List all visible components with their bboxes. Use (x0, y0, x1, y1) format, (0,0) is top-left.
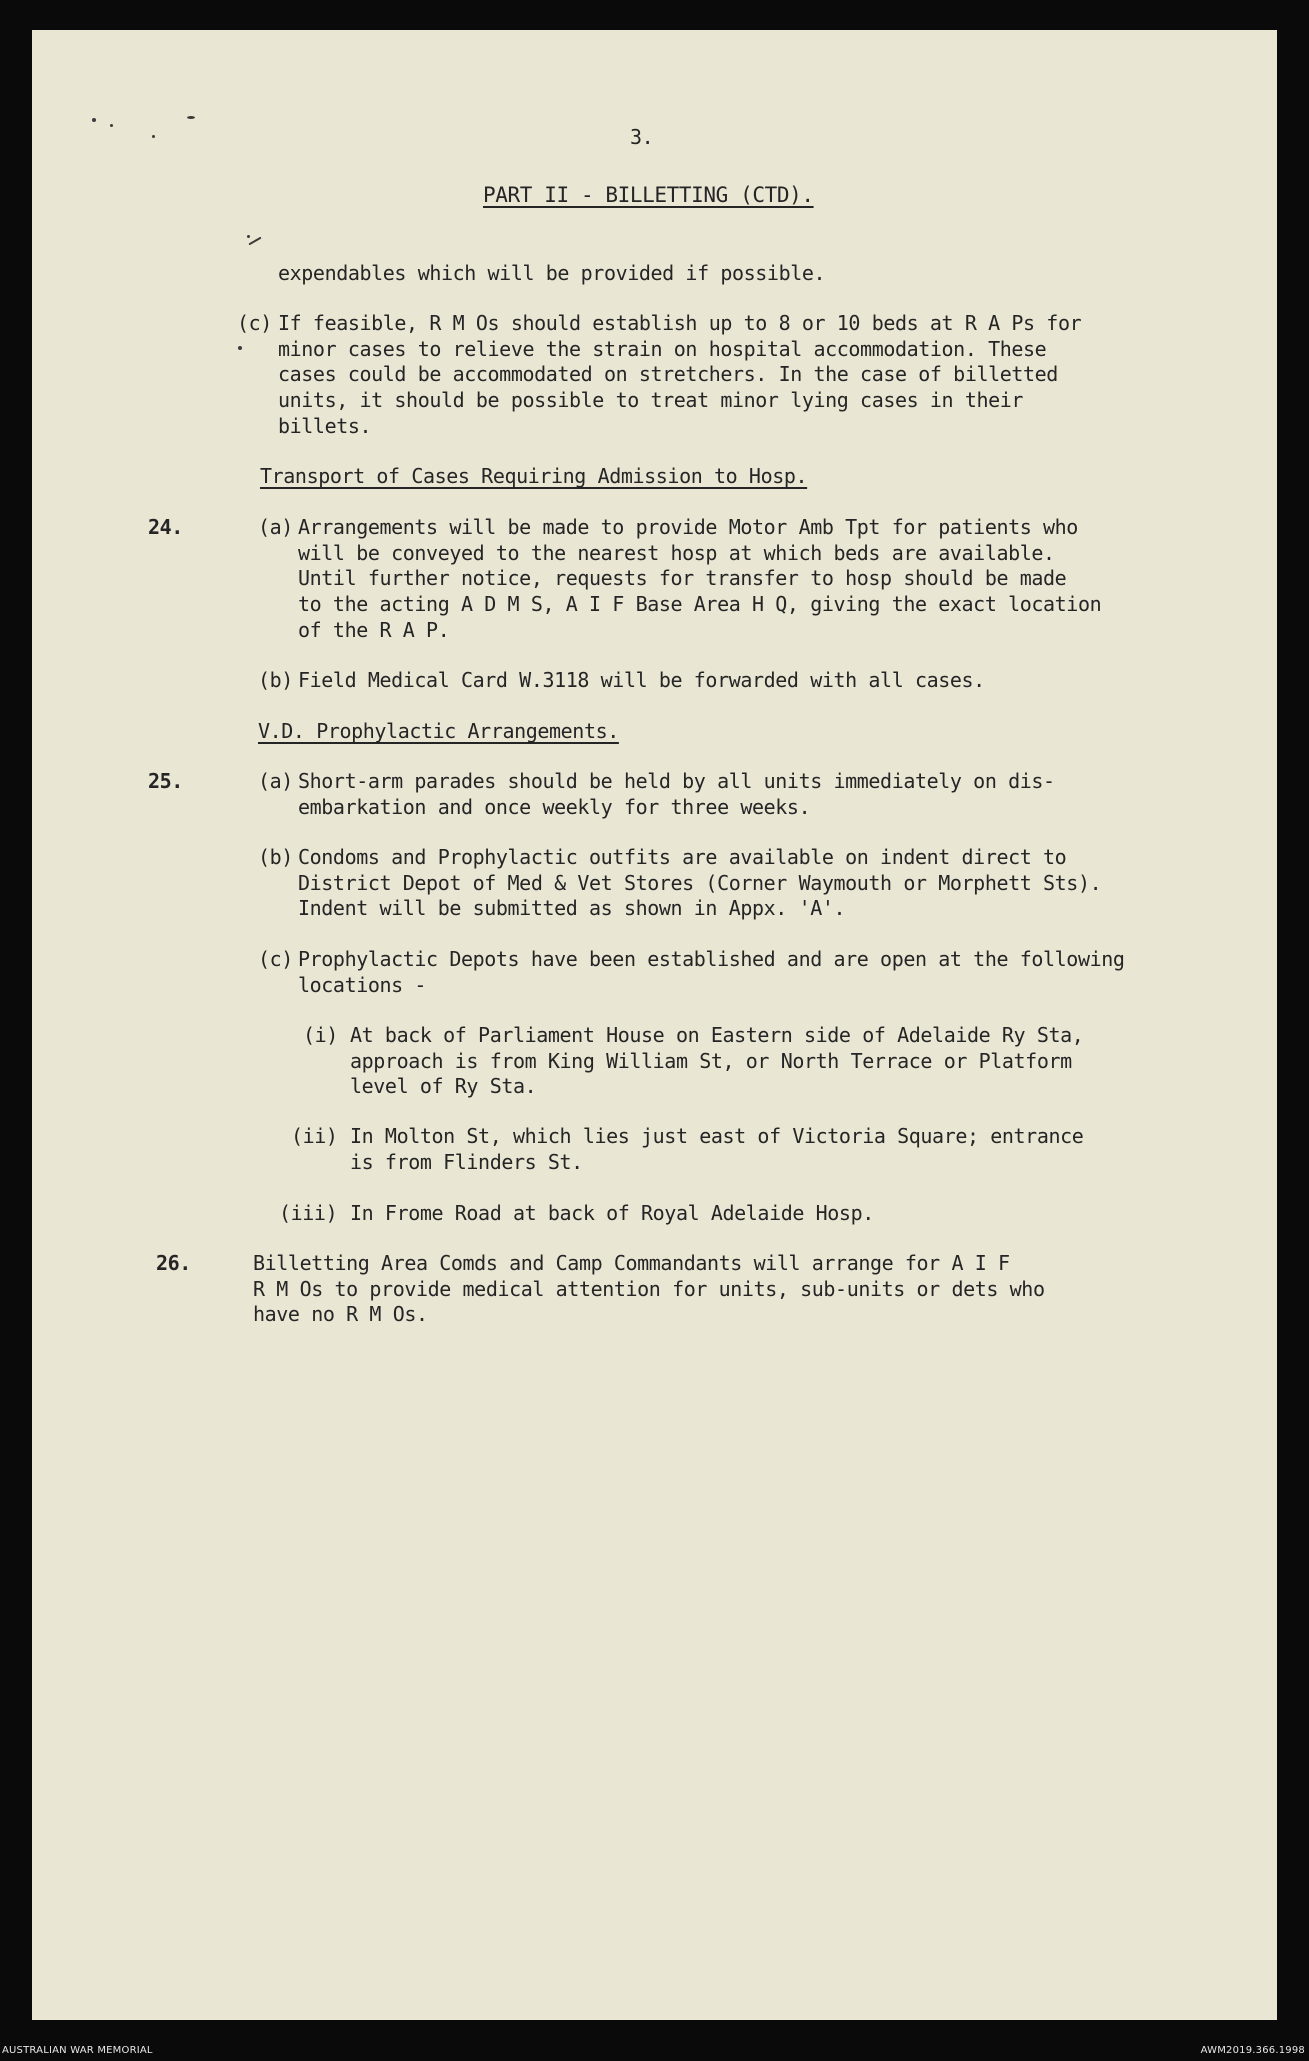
page-heading: PART II - BILLETTING (CTD). (483, 183, 814, 207)
document-page (32, 30, 1277, 2020)
ink-speck (92, 118, 96, 122)
para-c-line: billets. (278, 414, 372, 438)
footer-accession-number: AWM2019.366.1998 (1200, 2045, 1305, 2056)
para-24a-line: of the R A P. (298, 618, 450, 642)
para-24a-line: Arrangements will be made to provide Motor Amb Tpt for patients who (298, 515, 1078, 539)
para-25b-line: Condoms and Prophylactic outfits are available on indent direct to (298, 845, 1067, 869)
para-25c-ii-line: is from Flinders St. (350, 1150, 583, 1174)
para-c-label: (c) (237, 311, 272, 335)
para-c-line: cases could be accommodated on stretchers. In the case of billetted (278, 362, 1058, 386)
para-25c-i-line: level of Ry Sta. (350, 1074, 537, 1098)
para-25c-iii-line: In Frome Road at back of Royal Adelaide Hosp. (350, 1201, 874, 1225)
para-24b-label: (b) (258, 668, 293, 692)
footer-institution: AUSTRALIAN WAR MEMORIAL (2, 2045, 153, 2056)
ink-speck (110, 124, 113, 127)
paragraph-number-24: 24. (148, 515, 183, 539)
para-25c-i-label: (i) (303, 1023, 338, 1047)
ink-speck (247, 235, 250, 238)
para-25c-ii-label: (ii) (291, 1124, 338, 1148)
para-25c-label: (c) (258, 947, 293, 971)
para-26-line: R M Os to provide medical attention for units, sub-units or dets who (253, 1277, 1045, 1301)
paragraph-number-25: 25. (148, 769, 183, 793)
para-24a-line: will be conveyed to the nearest hosp at which beds are available. (298, 541, 1055, 565)
para-24a-label: (a) (258, 515, 293, 539)
para-26-line: Billetting Area Comds and Camp Commandants will arrange for A I F (253, 1251, 1010, 1275)
para-25b-line: District Depot of Med & Vet Stores (Corner Waymouth or Morphett Sts). (298, 871, 1102, 895)
para-25c-i-line: approach is from King William St, or North Terrace or Platform (350, 1049, 1072, 1073)
continuation-line: expendables which will be provided if possible. (278, 261, 826, 285)
para-c-line: minor cases to relieve the strain on hospital accommodation. These (278, 337, 1047, 361)
section-heading-vd: V.D. Prophylactic Arrangements. (258, 719, 619, 743)
ink-speck (152, 135, 155, 138)
ink-speck (187, 116, 195, 119)
paragraph-number-26: 26. (156, 1251, 191, 1275)
para-25c-iii-label: (iii) (279, 1201, 338, 1225)
para-25c-line: locations - (298, 973, 427, 997)
para-25c-line: Prophylactic Depots have been established and are open at the following (298, 947, 1125, 971)
ink-speck (248, 237, 261, 246)
para-25c-ii-line: In Molton St, which lies just east of Victoria Square; entrance (350, 1124, 1084, 1148)
para-26-line: have no R M Os. (253, 1302, 428, 1326)
para-24a-line: to the acting A D M S, A I F Base Area H Q, giving the exact location (298, 592, 1102, 616)
page-number: 3. (630, 125, 654, 149)
para-25c-i-line: At back of Parliament House on Eastern side of Adelaide Ry Sta, (350, 1023, 1084, 1047)
para-25a-line: Short-arm parades should be held by all units immediately on dis- (298, 769, 1055, 793)
para-25a-label: (a) (258, 769, 293, 793)
ink-speck (238, 346, 242, 350)
para-24b-line: Field Medical Card W.3118 will be forwarded with all cases. (298, 668, 985, 692)
para-24a-line: Until further notice, requests for transfer to hosp should be made (298, 566, 1067, 590)
para-c-line: If feasible, R M Os should establish up to 8 or 10 beds at R A Ps for (278, 311, 1082, 335)
section-heading-transport: Transport of Cases Requiring Admission to Hosp. (260, 464, 808, 488)
para-25a-line: embarkation and once weekly for three weeks. (298, 795, 811, 819)
para-25b-label: (b) (258, 845, 293, 869)
para-25b-line: Indent will be submitted as shown in Appx. 'A'. (298, 896, 846, 920)
para-c-line: units, it should be possible to treat minor lying cases in their (278, 388, 1024, 412)
